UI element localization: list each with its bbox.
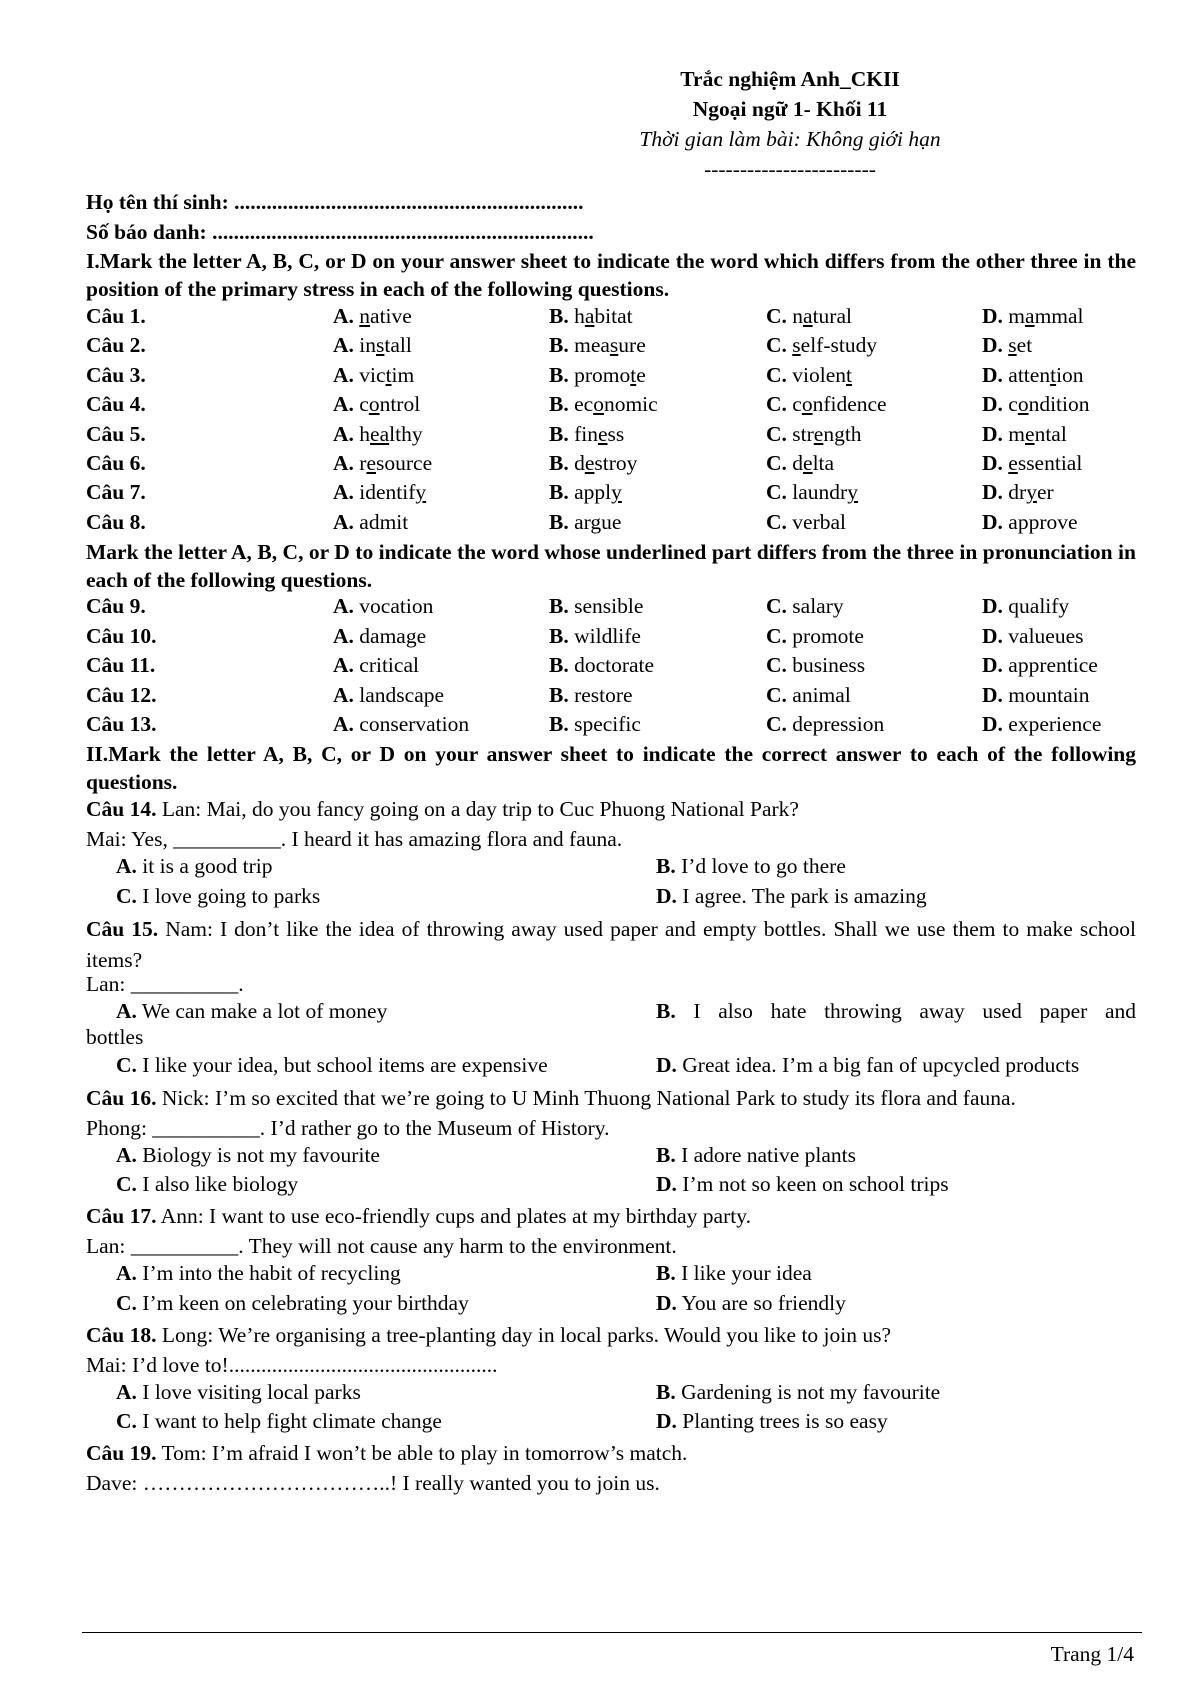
q16-stem: Câu 16. Nick: I’m so excited that we’re going to U Minh Thuong National Park to study its flora and fauna.	[86, 1086, 1016, 1110]
option-c[interactable]: C. business	[766, 653, 866, 677]
exam-subtitle: Ngoại ngữ 1- Khối 11	[692, 97, 888, 121]
footer-rule	[82, 1632, 1142, 1633]
option-a[interactable]: A. victim	[333, 362, 415, 387]
q18-option-a[interactable]: A. I love visiting local parks	[116, 1380, 361, 1404]
question-row	[86, 510, 1136, 540]
question-row	[86, 451, 1136, 481]
page-number: Trang 1/4	[1050, 1642, 1134, 1666]
option-d[interactable]: D. mountain	[982, 682, 1090, 707]
option-c[interactable]: C. laundry	[766, 480, 858, 505]
question-row	[86, 712, 1136, 742]
section1-instruction: I.Mark the letter A, B, C, or D on your answer sheet to indicate the word which differs from the other three in the position of the primary stress in each of the following questions.	[86, 249, 1136, 301]
q14-stem: Câu 14. Lan: Mai, do you fancy going on a day trip to Cuc Phuong National Park?	[86, 797, 799, 821]
question-row	[86, 594, 1136, 624]
q16-option-d[interactable]: D. I’m not so keen on school trips	[656, 1172, 949, 1196]
option-d[interactable]: D. mental	[982, 421, 1067, 446]
option-d[interactable]: D. set	[982, 333, 1033, 358]
option-c[interactable]: C. natural	[766, 304, 852, 328]
option-a[interactable]: A. vocation	[333, 594, 434, 618]
option-b[interactable]: B. finess	[549, 421, 625, 446]
candidate-name-line: Họ tên thí sinh: .................................................................	[86, 190, 584, 214]
q18-line2: Mai: I’d love to!..................................................	[86, 1353, 498, 1377]
q17-line2: Lan: __________. They will not cause any harm to the environment.	[86, 1234, 677, 1258]
question-row	[86, 683, 1136, 713]
q18-option-d[interactable]: D. Planting trees is so easy	[656, 1409, 888, 1433]
option-d[interactable]: D. dryer	[982, 480, 1054, 505]
option-b[interactable]: B. restore	[549, 682, 633, 707]
question-row	[86, 392, 1136, 422]
option-a[interactable]: A. admit	[333, 509, 409, 534]
q18-stem: Câu 18. Long: We’re organising a tree-planting day in local parks. Would you like to join us?	[86, 1323, 892, 1347]
option-c[interactable]: C. depression	[766, 712, 885, 736]
q16-option-c[interactable]: C. I also like biology	[116, 1172, 299, 1196]
q18-option-b[interactable]: B. Gardening is not my favourite	[656, 1380, 941, 1404]
question-number: Câu 11.	[86, 653, 156, 677]
option-b[interactable]: B. wildlife	[549, 623, 641, 648]
q18-option-c[interactable]: C. I want to help fight climate change	[116, 1409, 442, 1433]
q16-option-a[interactable]: A. Biology is not my favourite	[116, 1143, 380, 1167]
option-b[interactable]: B. sensible	[549, 594, 644, 618]
question-number: Câu 8.	[86, 509, 146, 534]
q17-option-c[interactable]: C. I’m keen on celebrating your birthday	[116, 1291, 469, 1315]
option-b[interactable]: B. specific	[549, 712, 641, 736]
option-d[interactable]: D. condition	[982, 392, 1090, 417]
q16-option-b[interactable]: B. I adore native plants	[656, 1143, 857, 1167]
q15-option-b-continued: bottles	[86, 1025, 144, 1049]
question-number: Câu 4.	[86, 392, 146, 417]
option-a[interactable]: A. install	[333, 333, 412, 358]
question-row	[86, 363, 1136, 393]
option-a[interactable]: A. healthy	[333, 421, 423, 446]
q15-option-d[interactable]: D. Great idea. I’m a big fan of upcycled products	[656, 1053, 1080, 1077]
option-b[interactable]: B. habitat	[549, 304, 633, 328]
header-rule: ------------------------	[704, 157, 876, 181]
option-c[interactable]: C. delta	[766, 451, 835, 475]
q14-option-b[interactable]: B. I’d love to go there	[656, 854, 846, 878]
q16-line2: Phong: __________. I’d rather go to the Museum of History.	[86, 1116, 610, 1140]
question-row	[86, 480, 1136, 510]
option-d[interactable]: D. qualify	[982, 594, 1070, 618]
question-number: Câu 3.	[86, 362, 146, 387]
q14-option-c[interactable]: C. I love going to parks	[116, 884, 321, 908]
question-row	[86, 304, 1136, 334]
option-d[interactable]: D. approve	[982, 509, 1078, 534]
question-row	[86, 422, 1136, 452]
q17-stem: Câu 17. Ann: I want to use eco-friendly cups and plates at my birthday party.	[86, 1204, 751, 1228]
option-b[interactable]: B. promote	[549, 362, 646, 387]
q15-option-b[interactable]: B. I also hate throwing away used paper and	[656, 999, 1136, 1023]
option-b[interactable]: B. argue	[549, 509, 622, 534]
q15-option-a[interactable]: A. We can make a lot of money	[116, 999, 388, 1023]
q15-option-c[interactable]: C. I like your idea, but school items are expensive	[116, 1053, 548, 1077]
option-c[interactable]: C. promote	[766, 623, 864, 648]
question-number: Câu 7.	[86, 480, 146, 505]
option-b[interactable]: B. destroy	[549, 451, 638, 475]
option-b[interactable]: B. doctorate	[549, 653, 655, 677]
option-b[interactable]: B. economic	[549, 392, 658, 417]
question-number: Câu 1.	[86, 304, 146, 328]
question-number: Câu 13.	[86, 712, 157, 736]
question-number: Câu 12.	[86, 682, 157, 707]
option-d[interactable]: D. attention	[982, 362, 1084, 387]
q15-line2: Lan: __________.	[86, 972, 244, 996]
option-d[interactable]: D. apprentice	[982, 653, 1098, 677]
option-c[interactable]: C. strength	[766, 421, 862, 446]
section3-instruction: II.Mark the letter A, B, C, or D on your answer sheet to indicate the correct answer to each of the following questions.	[86, 742, 1136, 794]
option-c[interactable]: C. salary	[766, 594, 844, 618]
q14-line2: Mai: Yes, __________. I heard it has amazing flora and fauna.	[86, 827, 623, 851]
exam-title: Trắc nghiệm Anh_CKII	[680, 67, 900, 91]
question-number: Câu 6.	[86, 451, 146, 475]
question-row	[86, 653, 1136, 683]
q17-option-a[interactable]: A. I’m into the habit of recycling	[116, 1261, 401, 1285]
option-a[interactable]: A. critical	[333, 653, 419, 677]
option-c[interactable]: C. self-study	[766, 333, 878, 358]
option-a[interactable]: A. identify	[333, 480, 427, 505]
q14-option-d[interactable]: D. I agree. The park is amazing	[656, 884, 927, 908]
option-a[interactable]: A. landscape	[333, 682, 445, 707]
exam-time: Thời gian làm bài: Không giới hạn	[639, 127, 941, 151]
option-c[interactable]: C. verbal	[766, 509, 846, 534]
q15-stem: Câu 15. Nam: I don’t like the idea of throwing away used paper and empty bottles. Shall we use them to make school items?	[86, 917, 1136, 972]
question-number: Câu 5.	[86, 421, 146, 446]
question-row	[86, 624, 1136, 654]
option-c[interactable]: C. confidence	[766, 392, 887, 417]
section2-instruction: Mark the letter A, B, C, or D to indicate the word whose underlined part differs from the three in pronunciation in each of the following questions.	[86, 540, 1136, 592]
option-d[interactable]: D. experience	[982, 712, 1102, 736]
option-d[interactable]: D. essential	[982, 451, 1083, 475]
option-a[interactable]: A. native	[333, 304, 412, 328]
option-c[interactable]: C. violent	[766, 362, 853, 387]
option-a[interactable]: A. control	[333, 392, 421, 417]
question-row	[86, 333, 1136, 363]
q14-option-a[interactable]: A. it is a good trip	[116, 854, 273, 878]
question-number: Câu 9.	[86, 594, 146, 618]
option-b[interactable]: B. measure	[549, 333, 646, 358]
q19-stem: Câu 19. Tom: I’m afraid I won’t be able to play in tomorrow’s match.	[86, 1441, 688, 1465]
option-a[interactable]: A. conservation	[333, 712, 470, 736]
option-a[interactable]: A. damage	[333, 623, 427, 648]
q19-line2: Dave: ……………………………..! I really wanted you to join us.	[86, 1471, 660, 1495]
option-b[interactable]: B. apply	[549, 480, 622, 505]
option-d[interactable]: D. valueues	[982, 623, 1084, 648]
option-a[interactable]: A. resource	[333, 451, 433, 475]
question-number: Câu 2.	[86, 333, 146, 358]
q17-option-b[interactable]: B. I like your idea	[656, 1261, 812, 1285]
candidate-id-line: Số báo danh: .......................................................................	[86, 220, 594, 244]
q17-option-d[interactable]: D. You are so friendly	[656, 1291, 846, 1315]
option-d[interactable]: D. mammal	[982, 304, 1084, 328]
question-number: Câu 10.	[86, 623, 157, 648]
option-c[interactable]: C. animal	[766, 682, 851, 707]
